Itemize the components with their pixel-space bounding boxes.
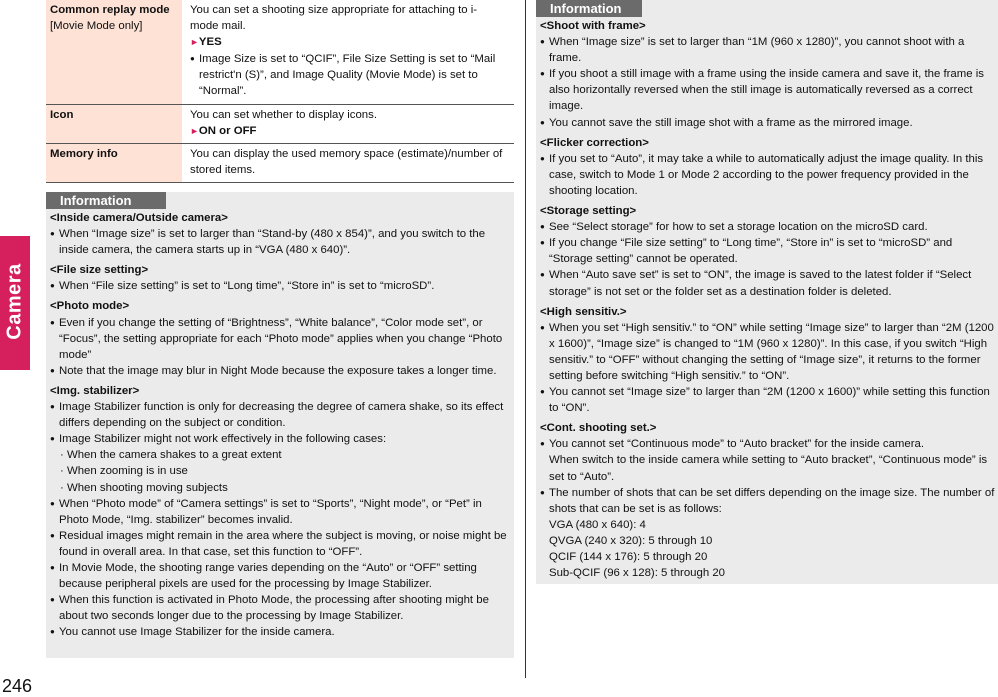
info-bullet: ● When “File size setting” is set to “Long time”, “Store in” is set to “microSD”.	[50, 278, 510, 294]
info-bullet: ● You cannot use Image Stabilizer for the inside camera.	[50, 624, 510, 640]
table-row	[46, 0, 514, 104]
info-bullet: ● When “Auto save set” is set to “ON”, the image is saved to the latest folder if “Select storage” is not set or the folder set as a destination folder is deleted.	[540, 267, 998, 299]
select-arrow-icon: ►	[190, 37, 199, 48]
info-bullet: ● You cannot set “Continuous mode” to “Auto bracket” for the inside camera.	[540, 436, 998, 452]
setting-desc-text: You can set whether to display icons.	[190, 108, 378, 121]
info-continuation: When switch to the inside camera while setting to “Auto bracket”, “Continuous mode” is set to “Auto”.	[549, 454, 988, 483]
info-bullet: ● In Movie Mode, the shooting range varies depending on the “Auto” or “OFF” setting because peripheral pixels are used for the processing by Image Stabilizer.	[50, 560, 510, 592]
info-bullet: ● When “Image size” is set to larger than “1M (960 x 1280)”, you cannot shoot with a frame.	[540, 34, 998, 66]
info-bullet: ● Image Stabilizer function is only for decreasing the degree of camera shake, so its effect differs depending on the subject or condition.	[50, 399, 510, 431]
setting-label-text: Common replay mode	[50, 4, 170, 16]
info-bullet: ● If you set to “Auto”, it may take a while to automatically adjust the image quality. In this case, switch to Mode 1 or Mode 2 according to the power frequency provided in the shooting location.	[540, 151, 998, 199]
section-title: <Storage setting>	[540, 205, 637, 218]
column-divider	[525, 0, 526, 678]
info-bullet: ● If you change “File size setting” to “Long time”, “Store in” is set to “microSD” and “Storage setting” cannot be operated.	[540, 235, 998, 267]
setting-description	[182, 0, 514, 104]
section-title: <Img. stabilizer>	[50, 384, 140, 397]
info-header-text: Information	[60, 193, 132, 208]
setting-label: Memory info	[46, 143, 182, 182]
info-bullet: ● See “Select storage” for how to set a storage location on the microSD card.	[540, 219, 998, 235]
info-body-left	[50, 210, 510, 640]
info-continuation: QVGA (240 x 320): 5 through 10	[549, 534, 713, 547]
info-bullet: ● When this function is activated in Photo Mode, the processing after shooting might be about two seconds longer due to the processing by Image Stabilizer.	[50, 592, 510, 624]
info-subitem: · When zooming is in use	[60, 465, 188, 478]
section-title: <Shoot with frame>	[540, 20, 646, 32]
setting-note: [Movie Mode only]	[50, 20, 143, 33]
setting-label: Icon	[46, 104, 182, 143]
select-arrow-icon: ►	[190, 125, 199, 136]
side-tab	[0, 236, 30, 370]
info-bullet: ● When “Image size” is set to larger than “Stand-by (480 x 854)”, and you switch to the inside camera, the camera starts up in “VGA (480 x 640)”.	[50, 226, 510, 258]
info-bullet: ● The number of shots that can be set differs depending on the image size. The number of shots that can be set is as follows:	[540, 485, 998, 517]
side-tab-label: Camera	[3, 263, 26, 340]
info-subitem: · When the camera shakes to a great extent	[60, 449, 282, 462]
info-bullet: ● You cannot set “Image size” to larger than “2M (1200 x 1600)” while setting this function to “ON”.	[540, 384, 998, 416]
info-continuation: QCIF (144 x 176): 5 through 20	[549, 551, 708, 563]
page-number: 246	[2, 676, 33, 696]
section-title: <High sensitiv.>	[540, 305, 627, 318]
info-bullet: ● Image Stabilizer might not work effectively in the following cases:	[50, 431, 510, 447]
section-title: <File size setting>	[50, 264, 149, 277]
settings-table	[46, 0, 514, 183]
table-row	[46, 143, 514, 182]
section-title: <Photo mode>	[50, 300, 130, 313]
info-bullet: ● Residual images might remain in the area where the subject is moving, or noise might be found in overall area. In that case, set this function to “OFF”.	[50, 528, 510, 560]
setting-option: ON or OFF	[198, 124, 257, 137]
table-row	[46, 104, 514, 143]
info-bullet: ● Even if you change the setting of “Brightness”, “White balance”, “Color mode set”, or “Focus”, the setting appropriate for each “Photo mode” applies when you change “Photo mode”	[50, 315, 510, 363]
info-header-text: Information	[550, 1, 622, 16]
setting-option: YES	[198, 36, 222, 49]
setting-bullet: ● Image Size is set to “QCIF”, File Size Setting is set to “Mail restrict'n (S)”, and Image Quality (Movie Mode) is set to “Normal”.	[190, 51, 514, 100]
info-bullet: ● You cannot save the still image shot with a frame as the mirrored image.	[540, 115, 998, 131]
info-header-right	[536, 0, 642, 17]
info-bullet: ● Note that the image may blur in Night Mode because the exposure takes a longer time.	[50, 363, 510, 379]
info-bullet: ● If you shoot a still image with a frame using the inside camera and save it, the frame is also horizontally reversed when the still image is automatically reversed as a correct image.	[540, 66, 998, 114]
section-title: <Cont. shooting set.>	[540, 422, 657, 435]
setting-description: You can display the used memory space (estimate)/number of stored items.	[190, 147, 503, 177]
info-subitem: · When shooting moving subjects	[60, 481, 228, 494]
info-continuation: VGA (480 x 640): 4	[549, 518, 646, 531]
info-bullet: ● When “Photo mode” of “Camera settings” is set to “Sports”, “Night mode”, or “Pet” in Photo Mode, “Img. stabilizer” becomes invalid.	[50, 496, 510, 528]
info-header-left	[46, 192, 166, 209]
info-body-right	[540, 18, 998, 581]
setting-label	[46, 0, 182, 104]
section-title: <Flicker correction>	[540, 136, 649, 149]
setting-description	[182, 104, 514, 143]
setting-desc-text: You can set a shooting size appropriate for attaching to i-mode mail.	[190, 4, 478, 33]
info-bullet: ● When you set “High sensitiv.” to “ON” while setting “Image size” to larger than “2M (1200 x 1600)”, “Image size” is changed to “1M (960 x 1280)”. In this case, if you switch “High sensitiv.” to “OFF” without changing the setting of “Image size”, it returns to the former setting before switching “High sensitiv.” to “ON”.	[540, 320, 998, 384]
section-title: <Inside camera/Outside camera>	[50, 212, 228, 224]
info-continuation: Sub-QCIF (96 x 128): 5 through 20	[549, 567, 726, 580]
